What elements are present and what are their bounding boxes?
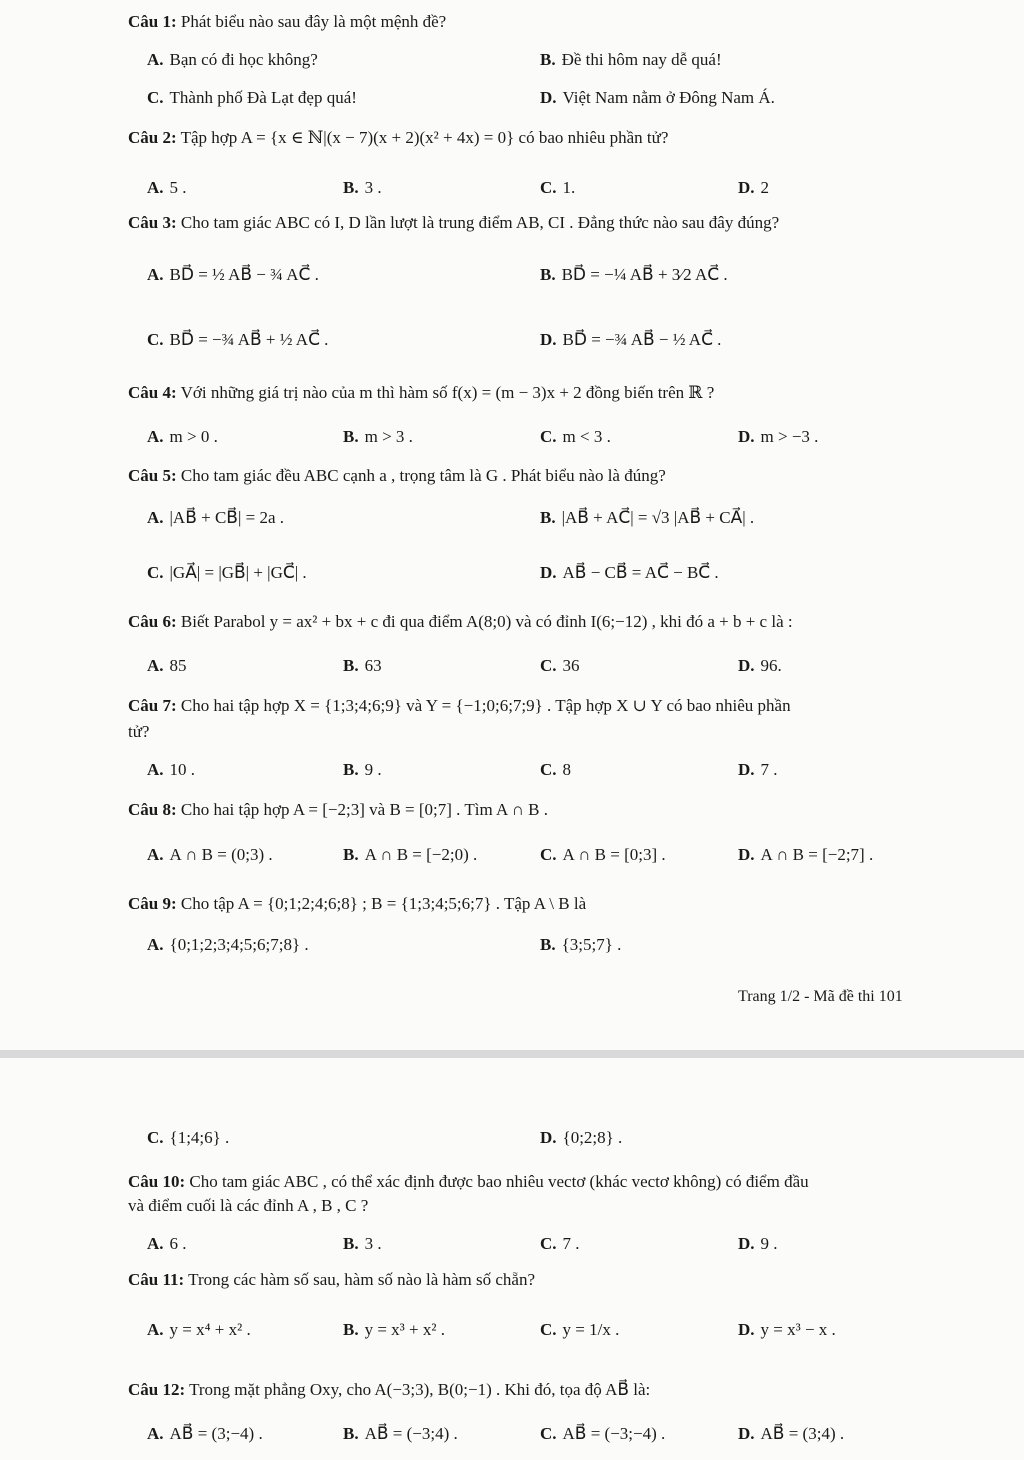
q11-option-b: B. y = x³ + x² . [343,1320,445,1339]
q3-option-b: B. BD⃗ = −¼ AB⃗ + 3⁄2 AC⃗ . [540,265,728,284]
q11-option-d: D. y = x³ − x . [738,1320,836,1339]
q10-option-d: D. 9 . [738,1234,778,1253]
q8-option-b: B. A ∩ B = [−2;0) . [343,845,478,864]
q5-option-b: B. |AB⃗ + AC⃗| = √3 |AB⃗ + CA⃗| . [540,508,755,527]
q6-option-a: A. 85 [147,656,187,675]
q3-option-d: D. BD⃗ = −¾ AB⃗ − ½ AC⃗ . [540,330,722,349]
question-8: Câu 8: Cho hai tập hợp A = [−2;3] và B = [0;7] . Tìm A ∩ B . [128,800,548,819]
question-label: Câu 1: [128,12,177,31]
q7-option-a: A. 10 . [147,760,196,779]
q7-option-d: D. 7 . [738,760,778,779]
q4-option-c: C. m < 3 . [540,427,611,446]
q3-option-c: C. BD⃗ = −¾ AB⃗ + ½ AC⃗ . [147,330,329,349]
q3-option-a: A. BD⃗ = ½ AB⃗ − ¾ AC⃗ . [147,265,319,284]
q2-option-b: B. 3 . [343,178,382,197]
q8-option-a: A. A ∩ B = (0;3) . [147,845,273,864]
question-3: Câu 3: Cho tam giác ABC có I, D lần lượt là trung điểm AB, CI . Đẳng thức nào sau đây đúng? [128,213,780,232]
question-11: Câu 11: Trong các hàm số sau, hàm số nào là hàm số chẵn? [128,1270,536,1289]
q2-option-c: C. 1. [540,178,576,197]
q12-option-b: B. AB⃗ = (−3;4) . [343,1424,458,1443]
q12-option-a: A. AB⃗ = (3;−4) . [147,1424,263,1443]
q10-option-c: C. 7 . [540,1234,580,1253]
q9-option-a: A. {0;1;2;3;4;5;6;7;8} . [147,935,309,954]
question-7-cont: tử? [128,722,150,741]
question-4: Câu 4: Với những giá trị nào của m thì hàm số f(x) = (m − 3)x + 2 đồng biến trên ℝ ? [128,383,715,402]
page-separator [0,1050,1024,1058]
q5-option-a: A. |AB⃗ + CB⃗| = 2a . [147,508,284,527]
q12-option-c: C. AB⃗ = (−3;−4) . [540,1424,666,1443]
q11-option-c: C. y = 1/x . [540,1320,620,1339]
q9-option-c: C. {1;4;6} . [147,1128,230,1147]
q6-option-b: B. 63 [343,656,382,675]
q11-option-a: A. y = x⁴ + x² . [147,1320,251,1339]
q8-option-c: C. A ∩ B = [0;3] . [540,845,666,864]
q5-option-d: D. AB⃗ − CB⃗ = AC⃗ − BC⃗ . [540,563,719,582]
question-10: Câu 10: Cho tam giác ABC , có thể xác định được bao nhiêu vectơ (khác vectơ không) có điểm đầu [128,1172,809,1191]
q1-option-b: B. Đề thi hôm nay dễ quá! [540,50,722,69]
q6-option-c: C. 36 [540,656,580,675]
q7-option-b: B. 9 . [343,760,382,779]
question-9: Câu 9: Cho tập A = {0;1;2;4;6;8} ; B = {1;3;4;5;6;7} . Tập A \ B là [128,894,587,913]
q10-option-b: B. 3 . [343,1234,382,1253]
q7-option-c: C. 8 [540,760,572,779]
q4-option-b: B. m > 3 . [343,427,413,446]
q12-option-d: D. AB⃗ = (3;4) . [738,1424,845,1443]
q9-option-d: D. {0;2;8} . [540,1128,623,1147]
q10-option-a: A. 6 . [147,1234,187,1253]
question-2: Câu 2: Tập hợp A = {x ∈ ℕ|(x − 7)(x + 2)(x² + 4x) = 0} có bao nhiêu phần tử? [128,128,669,147]
question-10-cont: và điểm cuối là các đỉnh A , B , C ? [128,1196,369,1215]
q9-option-b: B. {3;5;7} . [540,935,622,954]
question-5: Câu 5: Cho tam giác đều ABC cạnh a , trọng tâm là G . Phát biểu nào là đúng? [128,466,666,485]
q1-option-d: D. Việt Nam nằm ở Đông Nam Á. [540,88,775,107]
q6-option-d: D. 96. [738,656,782,675]
q1-option-c: C. Thành phố Đà Lạt đẹp quá! [147,88,357,107]
q4-option-a: A. m > 0 . [147,427,218,446]
q4-option-d: D. m > −3 . [738,427,819,446]
q5-option-c: C. |GA⃗| = |GB⃗| + |GC⃗| . [147,563,307,582]
q2-option-a: A. 5 . [147,178,187,197]
question-6: Câu 6: Biết Parabol y = ax² + bx + c đi qua điểm A(8;0) và có đỉnh I(6;−12) , khi đó a + b + c là : [128,612,793,631]
q2-option-d: D. 2 [738,178,770,197]
q8-option-d: D. A ∩ B = [−2;7] . [738,845,874,864]
question-7: Câu 7: Cho hai tập hợp X = {1;3;4;6;9} và Y = {−1;0;6;7;9} . Tập hợp X ∪ Y có bao nhiêu phần [128,696,791,715]
question-12: Câu 12: Trong mặt phẳng Oxy, cho A(−3;3), B(0;−1) . Khi đó, tọa độ AB⃗ là: [128,1380,651,1399]
q1-option-a: A. Bạn có đi học không? [147,50,318,69]
question-text: Phát biểu nào sau đây là một mệnh đề? [180,12,447,31]
page-footer: Trang 1/2 - Mã đề thi 101 [738,988,903,1005]
question-1 [128,12,446,32]
